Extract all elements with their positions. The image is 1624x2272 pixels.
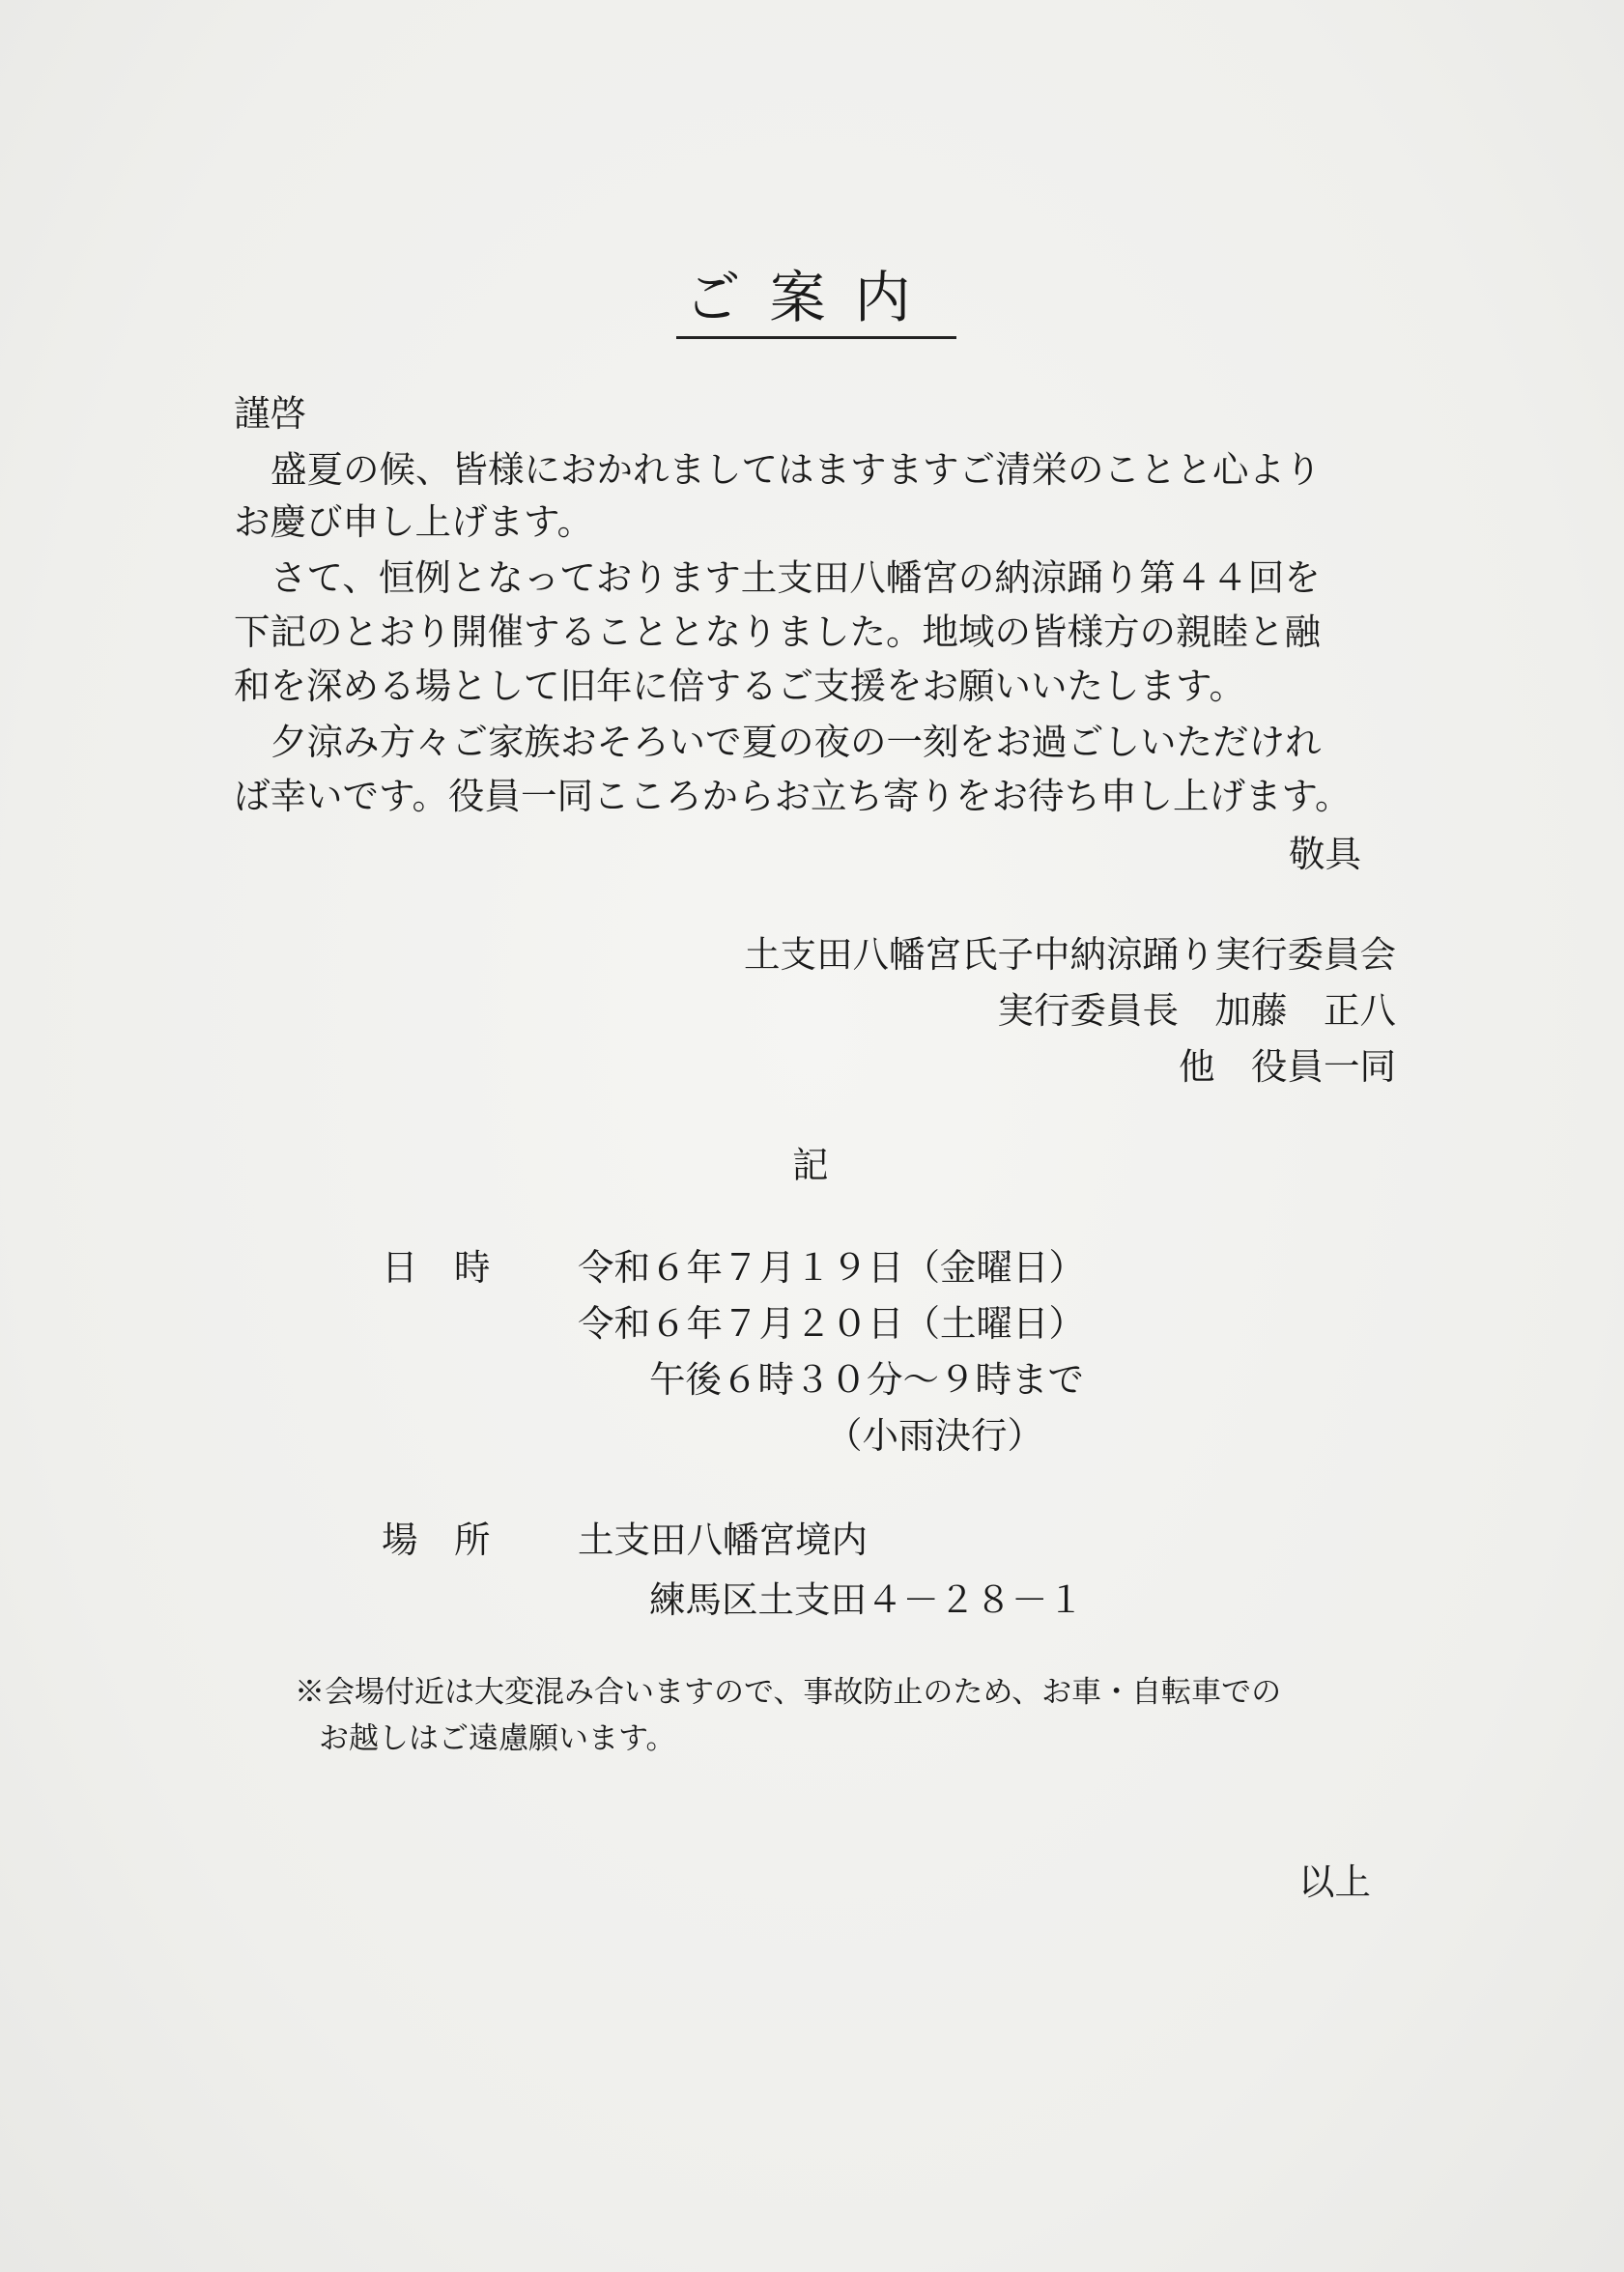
sender-others: 他 役員一同 — [1179, 1045, 1396, 1088]
place-address: 練馬区土支田４－２８－１ — [649, 1578, 1084, 1621]
paragraph-2-line-1: さて、恒例となっております土支田八幡宮の納涼踊り第４４回を — [271, 556, 1321, 599]
paragraph-1-line-2: お慶び申し上げます。 — [234, 500, 593, 543]
place-label: 場 所 — [382, 1519, 491, 1561]
date-1: 令和６年７月１９日（金曜日） — [578, 1246, 1085, 1289]
note-line-2: お越しはご遠慮願います。 — [319, 1721, 676, 1756]
title-underline — [676, 336, 956, 339]
sender-organization: 土支田八幡宮氏子中納涼踊り実行委員会 — [744, 933, 1396, 976]
date-2: 令和６年７月２０日（土曜日） — [578, 1302, 1085, 1345]
salutation: 謹啓 — [234, 392, 306, 435]
weather-note: （小雨決行） — [826, 1414, 1043, 1457]
paragraph-3-line-2: ば幸いです。役員一同こころからお立ち寄りをお待ち申し上げます。 — [234, 775, 1352, 817]
place-name: 土支田八幡宮境内 — [578, 1519, 868, 1561]
datetime-label: 日 時 — [382, 1246, 491, 1289]
ki-heading: 記 — [792, 1144, 829, 1186]
closing: 敬具 — [1289, 833, 1361, 875]
paragraph-2-line-2: 下記のとおり開催することとなりました。地域の皆様方の親睦と融 — [234, 611, 1321, 653]
paragraph-2-line-3: 和を深める場として旧年に倍するご支援をお願いいたします。 — [234, 665, 1245, 707]
page-title: ご案内 — [684, 265, 940, 330]
sender-chair: 実行委員長 加藤 正八 — [997, 989, 1396, 1032]
note-line-1: ※会場付近は大変混み合いますので、事故防止のため、お車・自転車での — [295, 1675, 1282, 1710]
event-time: 午後６時３０分～９時まで — [649, 1358, 1084, 1401]
end-mark: 以上 — [1298, 1860, 1371, 1903]
paragraph-1-line-1: 盛夏の候、皆様におかれましてはますますご清栄のことと心より — [271, 448, 1322, 491]
paragraph-3-line-1: 夕涼み方々ご家族おそろいで夏の夜の一刻をお過ごしいただけれ — [271, 721, 1322, 763]
